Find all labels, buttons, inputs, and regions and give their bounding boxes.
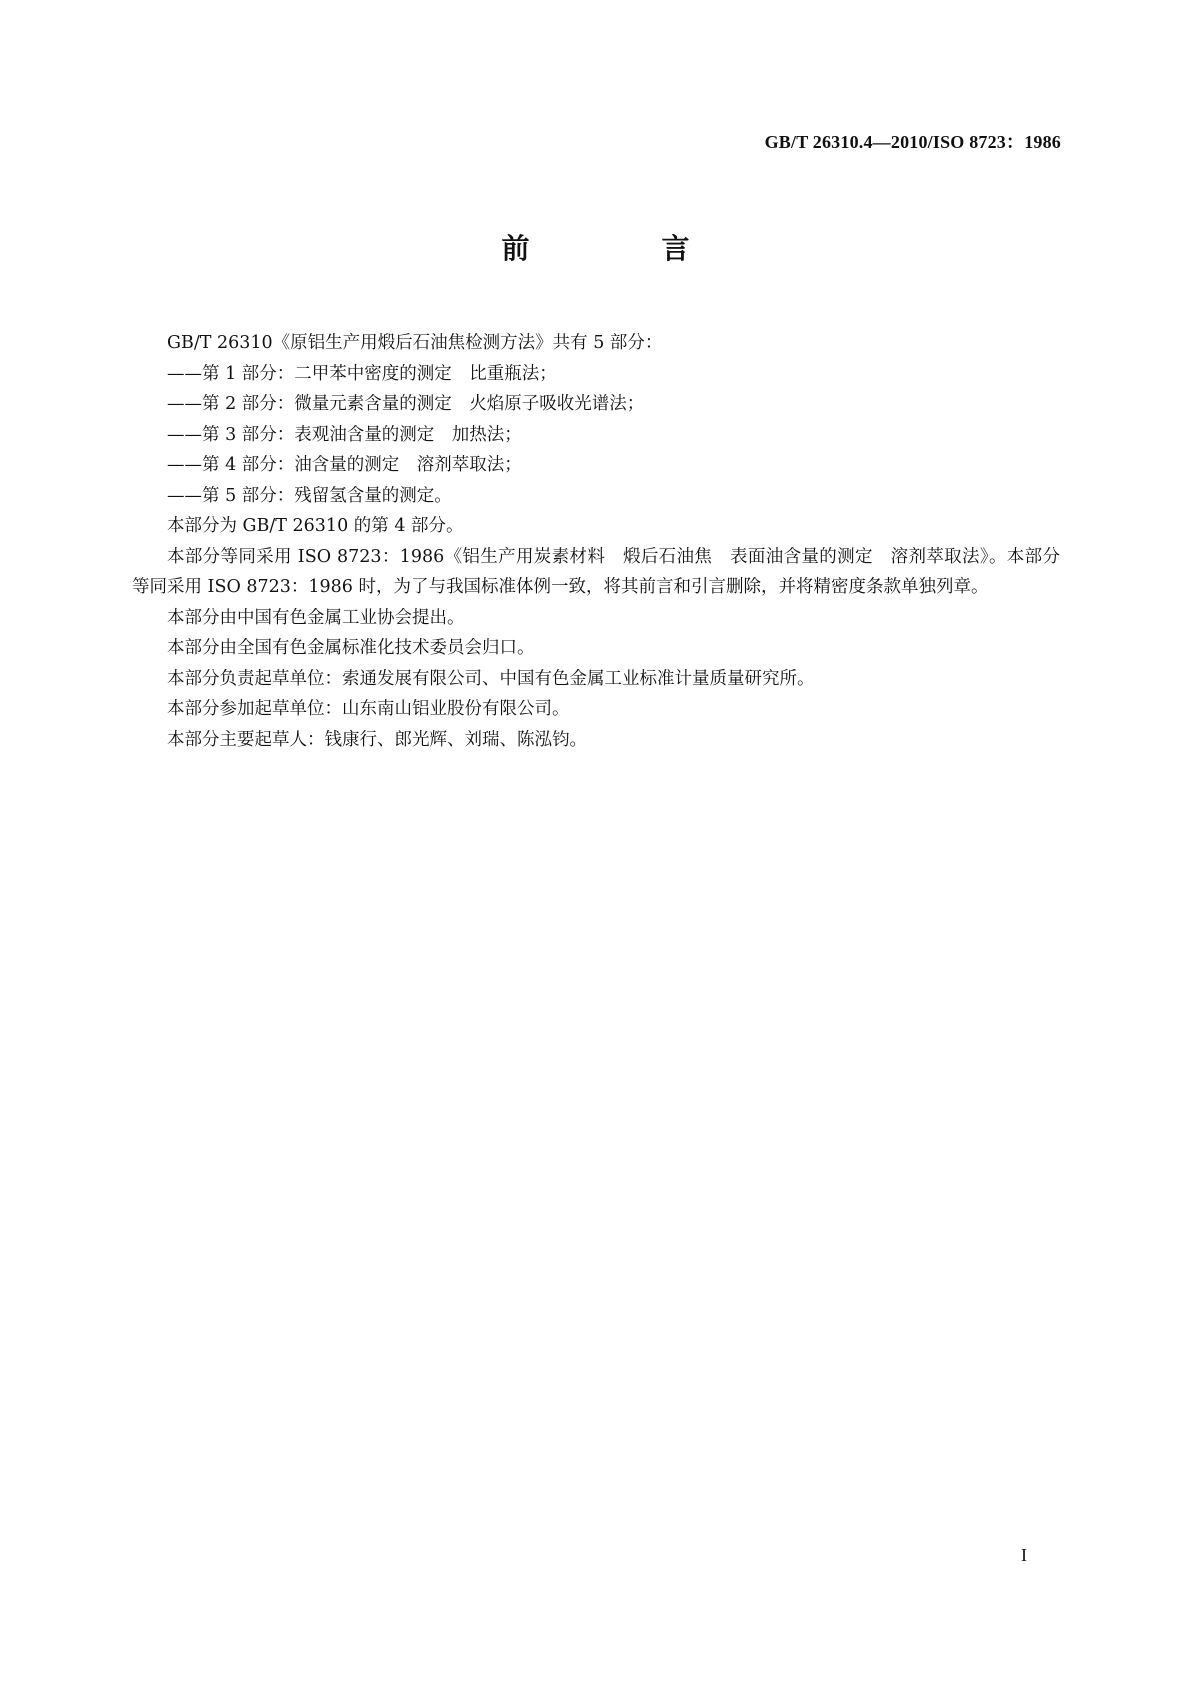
page-number: I bbox=[1021, 1545, 1027, 1565]
adoption-paragraph: 本部分等同采用 ISO 8723：1986《铝生产用炭素材料 煅后石油焦 表面油含量的测定 溶剂萃取法》。本部分等同采用 ISO 8723：1986 时，为了与我国标准体例一致，将其前言和引言删除，并将精密度条款单独列章。 bbox=[132, 546, 1060, 597]
drafting-units-paragraph: 本部分负责起草单位：索通发展有限公司、中国有色金属工业标准计量质量研究所。 bbox=[167, 668, 815, 689]
part-list-item-1: ——第 1 部分：二甲苯中密度的测定 比重瓶法； bbox=[167, 363, 557, 384]
centralized-by-paragraph: 本部分由全国有色金属标准化技术委员会归口。 bbox=[167, 638, 535, 658]
standard-code-header: GB/T 26310.4—2010/ISO 8723：1986 bbox=[764, 132, 1061, 152]
this-part-paragraph: 本部分为 GB/T 26310 的第 4 部分。 bbox=[167, 516, 464, 536]
participating-units-paragraph: 本部分参加起草单位：山东南山铝业股份有限公司。 bbox=[167, 699, 570, 719]
part-list-item-5: ——第 5 部分：残留氢含量的测定。 bbox=[167, 485, 452, 506]
proposed-by-paragraph: 本部分由中国有色金属工业协会提出。 bbox=[167, 607, 465, 628]
part-list-item-3: ——第 3 部分：表观油含量的测定 加热法； bbox=[167, 424, 522, 445]
foreword-body bbox=[132, 328, 1060, 755]
page-title: 前 言 bbox=[501, 232, 742, 265]
part-list-item-4: ——第 4 部分：油含量的测定 溶剂萃取法； bbox=[167, 455, 522, 475]
part-list-item-2: ——第 2 部分：微量元素含量的测定 火焰原子吸收光谱法； bbox=[167, 394, 645, 414]
drafters-paragraph: 本部分主要起草人：钱康行、郎光辉、刘瑞、陈泓钧。 bbox=[167, 729, 587, 750]
intro-paragraph: GB/T 26310《原铝生产用煅后石油焦检测方法》共有 5 部分： bbox=[167, 333, 663, 353]
